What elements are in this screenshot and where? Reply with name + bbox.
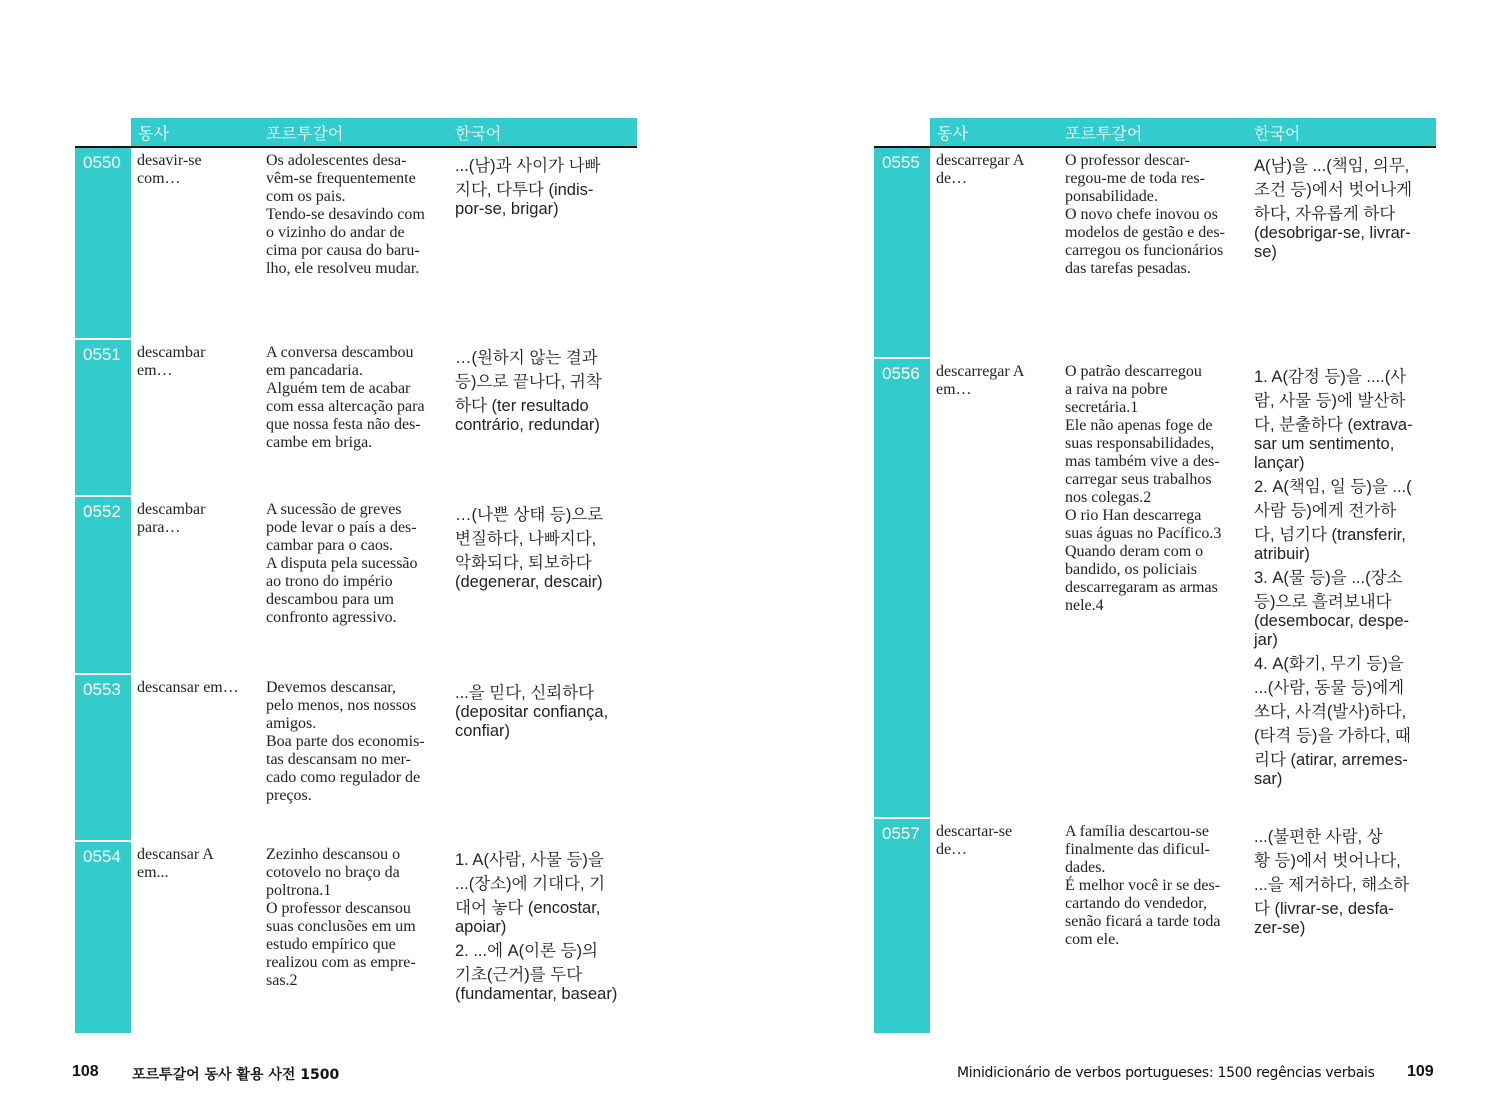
- header-verb: 동사: [138, 124, 169, 143]
- header-korean: 한국어: [1254, 124, 1301, 143]
- entry-number: 0556: [874, 359, 930, 817]
- entry-portuguese-examples: A conversa descambou em pancadaria. Alguém tem de acabar com essa altercação para que nossa festa não des- cambe em briga.: [266, 344, 425, 451]
- entry-number: 0555: [874, 148, 930, 357]
- entry-portuguese-examples: Zezinho descansou o cotovelo no braço da poltrona.1 O professor descansou suas conclusões em um estudo empírico que realizou com as empre- sas.2: [266, 846, 416, 989]
- entry-row: [75, 842, 640, 1033]
- entry-portuguese-examples: O professor descar- regou-me de toda res- ponsabilidade. O novo chefe inovou os modelos de gestão e des- carregou os funcionários das tarefas pesadas.: [1065, 152, 1225, 277]
- entry-portuguese-examples: Os adolescentes desa- vêm-se frequentemente com os pais. Tendo-se desavindo com o vizinho do andar de cima por causa do baru- lho, ele resolveu mudar.: [266, 152, 425, 277]
- right-page-number: 109: [1407, 1063, 1434, 1080]
- header-verb: 동사: [937, 124, 968, 143]
- entry-row: [75, 497, 640, 673]
- entry-korean-meaning: 1. A(사람, 사물 등)을 ...(장소)에 기대다, 기 대어 놓다 (encostar, apoiar) 2. ...에 A(이론 등)의 기초(근거)를 두다 (fundamentar, basear): [455, 851, 618, 1003]
- header-korean: 한국어: [455, 124, 502, 143]
- entry-row: [874, 148, 1439, 357]
- entry-row: [75, 148, 640, 338]
- header-portuguese: 포르투갈어: [1065, 124, 1143, 143]
- entry-portuguese-examples: A sucessão de greves pode levar o país a des- cambar para o caos. A disputa pela sucessão ao trono do império descambou para um confronto agressivo.: [266, 501, 418, 626]
- entry-number: 0552: [75, 497, 131, 673]
- entry-number: 0551: [75, 340, 131, 495]
- left-page-number: 108: [72, 1063, 99, 1080]
- right-table-header: [930, 118, 1436, 146]
- entry-row: [874, 359, 1439, 817]
- right-running-title: Minidicionário de verbos portugueses: 1500 regências verbais: [957, 1065, 1375, 1081]
- left-running-title: 포르투갈어 동사 활용 사전 1500: [132, 1067, 340, 1083]
- entry-korean-meaning: ...(남)과 사이가 나빠 지다, 다투다 (indis- por-se, brigar): [455, 157, 601, 218]
- entry-verb: descambar em…: [137, 344, 206, 379]
- entry-verb: descansar A em...: [137, 846, 214, 881]
- entry-verb: descartar-se de…: [936, 823, 1013, 858]
- entry-korean-meaning: …(나쁜 상태 등)으로 변질하다, 나빠지다, 악화되다, 퇴보하다 (degenerar, descair): [455, 506, 604, 591]
- header-portuguese: 포르투갈어: [266, 124, 344, 143]
- entry-korean-meaning: 1. A(감정 등)을 ....(사 람, 사물 등)에 발산하 다, 분출하다 (extrava- sar um sentimento, lançar) 2. A(책임, 일 등)을 ...( 사람 등)에게 전가하 다, 넘기다 (transferir, atribuir) 3. A(물 등)을 ...(장소 등)으로 흘려보내다 (desembocar, despe- jar) 4. A(화기, 무기 등)을 ...(사람, 동물 등)에게 쏘다, 사격(발사)하다, (타격 등)을 가하다, 때 리다 (atirar, arremes- sar): [1254, 368, 1413, 788]
- entry-portuguese-examples: A família descartou-se finalmente das dificul- dades. É melhor você ir se des- cartando do vendedor, senão ficará a tarde toda com ele.: [1065, 823, 1221, 948]
- entry-number: 0554: [75, 842, 131, 1033]
- entry-verb: descarregar A de…: [936, 152, 1025, 187]
- entry-number: 0557: [874, 819, 930, 1033]
- entry-korean-meaning: ...(불편한 사람, 상 황 등)에서 벗어나다, ...을 제거하다, 해소하 다 (livrar-se, desfa- zer-se): [1254, 828, 1410, 937]
- entry-korean-meaning: ...을 믿다, 신뢰하다 (depositar confiança, confiar): [455, 684, 609, 740]
- entry-verb: desavir-se com…: [137, 152, 202, 187]
- entry-korean-meaning: …(원하지 않는 결과 등)으로 끝나다, 귀착 하다 (ter resultado contrário, redundar): [455, 349, 602, 434]
- entry-verb: descarregar A em…: [936, 363, 1025, 398]
- entry-korean-meaning: A(남)을 ...(책임, 의무, 조건 등)에서 벗어나게 하다, 자유롭게 하다 (desobrigar-se, livrar- se): [1254, 157, 1413, 261]
- entry-verb: descambar para…: [137, 501, 206, 536]
- entry-row: [75, 340, 640, 495]
- entry-portuguese-examples: O patrão descarregou a raiva na pobre secretária.1 Ele não apenas foge de suas responsabilidades, mas também vive a des- carregar seus trabalhos nos colegas.2 O rio Han descarrega suas águas no Pacífico.3 Quando deram com o bandido, os policiais descarregaram as armas nele.4: [1065, 363, 1222, 614]
- entry-row: [75, 675, 640, 840]
- left-table-header: [131, 118, 637, 146]
- entry-number: 0550: [75, 148, 131, 338]
- entry-portuguese-examples: Devemos descansar, pelo menos, nos nossos amigos. Boa parte dos economis- tas descansam no mer- cado como regulador de preços.: [266, 679, 425, 804]
- entry-row: [874, 819, 1439, 1033]
- entry-number: 0553: [75, 675, 131, 840]
- entry-verb: descansar em…: [137, 679, 239, 696]
